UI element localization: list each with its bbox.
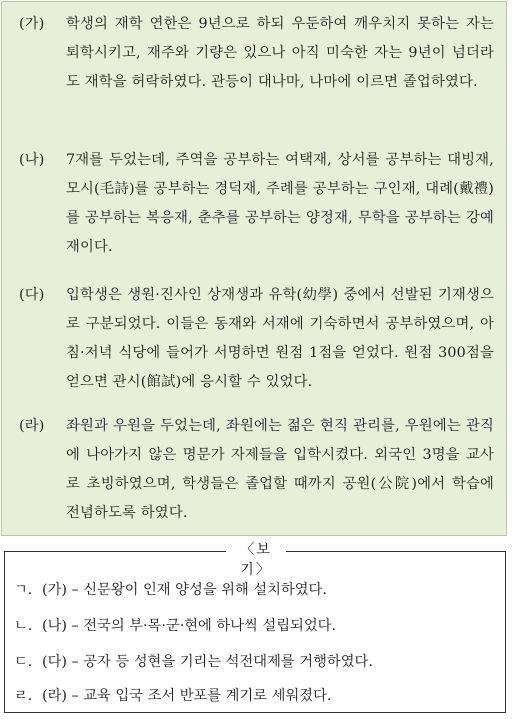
option-marker: ㄴ. xyxy=(14,618,33,634)
option-marker: ㄱ. xyxy=(14,582,33,598)
passage-box xyxy=(1,1,507,536)
bogi-option-2 xyxy=(14,614,494,638)
bogi-title: 〈보 기〉 xyxy=(226,540,286,580)
option-text: (나) – 전국의 부·목·군·현에 하나씩 설립되었다. xyxy=(42,618,336,634)
option-text: (가) – 신문왕이 인재 양성을 위해 설치하였다. xyxy=(42,582,327,598)
bogi-option-3 xyxy=(14,650,494,674)
paragraph-na xyxy=(2,146,508,262)
paragraph-label: (라) xyxy=(19,418,45,434)
paragraph-ra xyxy=(2,412,508,528)
paragraph-text: 7재를 두었는데, 주역을 공부하는 여택재, 상서를 공부하는 대빙재, 모시(毛詩)를 공부하는 경덕재, 주례를 공부하는 구인재, 대례(戴禮)를 공부하는 복응재, 춘추를 공부하는 양정재, 무학을 공부하는 강예재이다. xyxy=(66,152,494,255)
paragraph-ga xyxy=(2,10,508,97)
paragraph-label: (가) xyxy=(19,16,45,32)
paragraph-text: 좌원과 우원을 두었는데, 좌원에는 젊은 현직 관리를, 우원에는 관직에 나아가지 않은 명문가 자제들을 입학시켰다. 외국인 3명을 교사로 초빙하였으며, 학생들은 졸업할 때까지 공원(公院)에서 학습에 전념하도록 하였다. xyxy=(66,418,494,521)
paragraph-label: (나) xyxy=(19,152,45,168)
option-text: (다) – 공자 등 성현을 기리는 석전대제를 거행하였다. xyxy=(42,654,373,670)
paragraph-da xyxy=(2,281,508,397)
paragraph-text: 학생의 재학 연한은 9년으로 하되 우둔하여 깨우치지 못하는 자는 퇴학시키고, 재주와 기량은 있으나 아직 미숙한 자는 9년이 넘더라도 재학을 허락하였다. 관등이 대나마, 나마에 이르면 졸업하였다. xyxy=(66,16,494,90)
paragraph-text: 입학생은 생원·진사인 상재생과 유학(幼學) 중에서 선발된 기재생으로 구분되었다. 이들은 동재와 서재에 기숙하면서 공부하였으며, 아침·저녁 식당에 들어가 서명하면 원점 1점을 얻었다. 원점 300점을 얻으면 관시(館試)에 응시할 수 있었다. xyxy=(66,287,494,390)
option-text: (라) – 교육 입국 조서 반포를 계기로 세워졌다. xyxy=(42,688,332,704)
bogi-option-4 xyxy=(14,684,494,708)
paragraph-label: (다) xyxy=(19,287,45,303)
bogi-option-1 xyxy=(14,578,494,602)
option-marker: ㄷ. xyxy=(14,654,33,670)
option-marker: ㄹ. xyxy=(14,688,33,704)
